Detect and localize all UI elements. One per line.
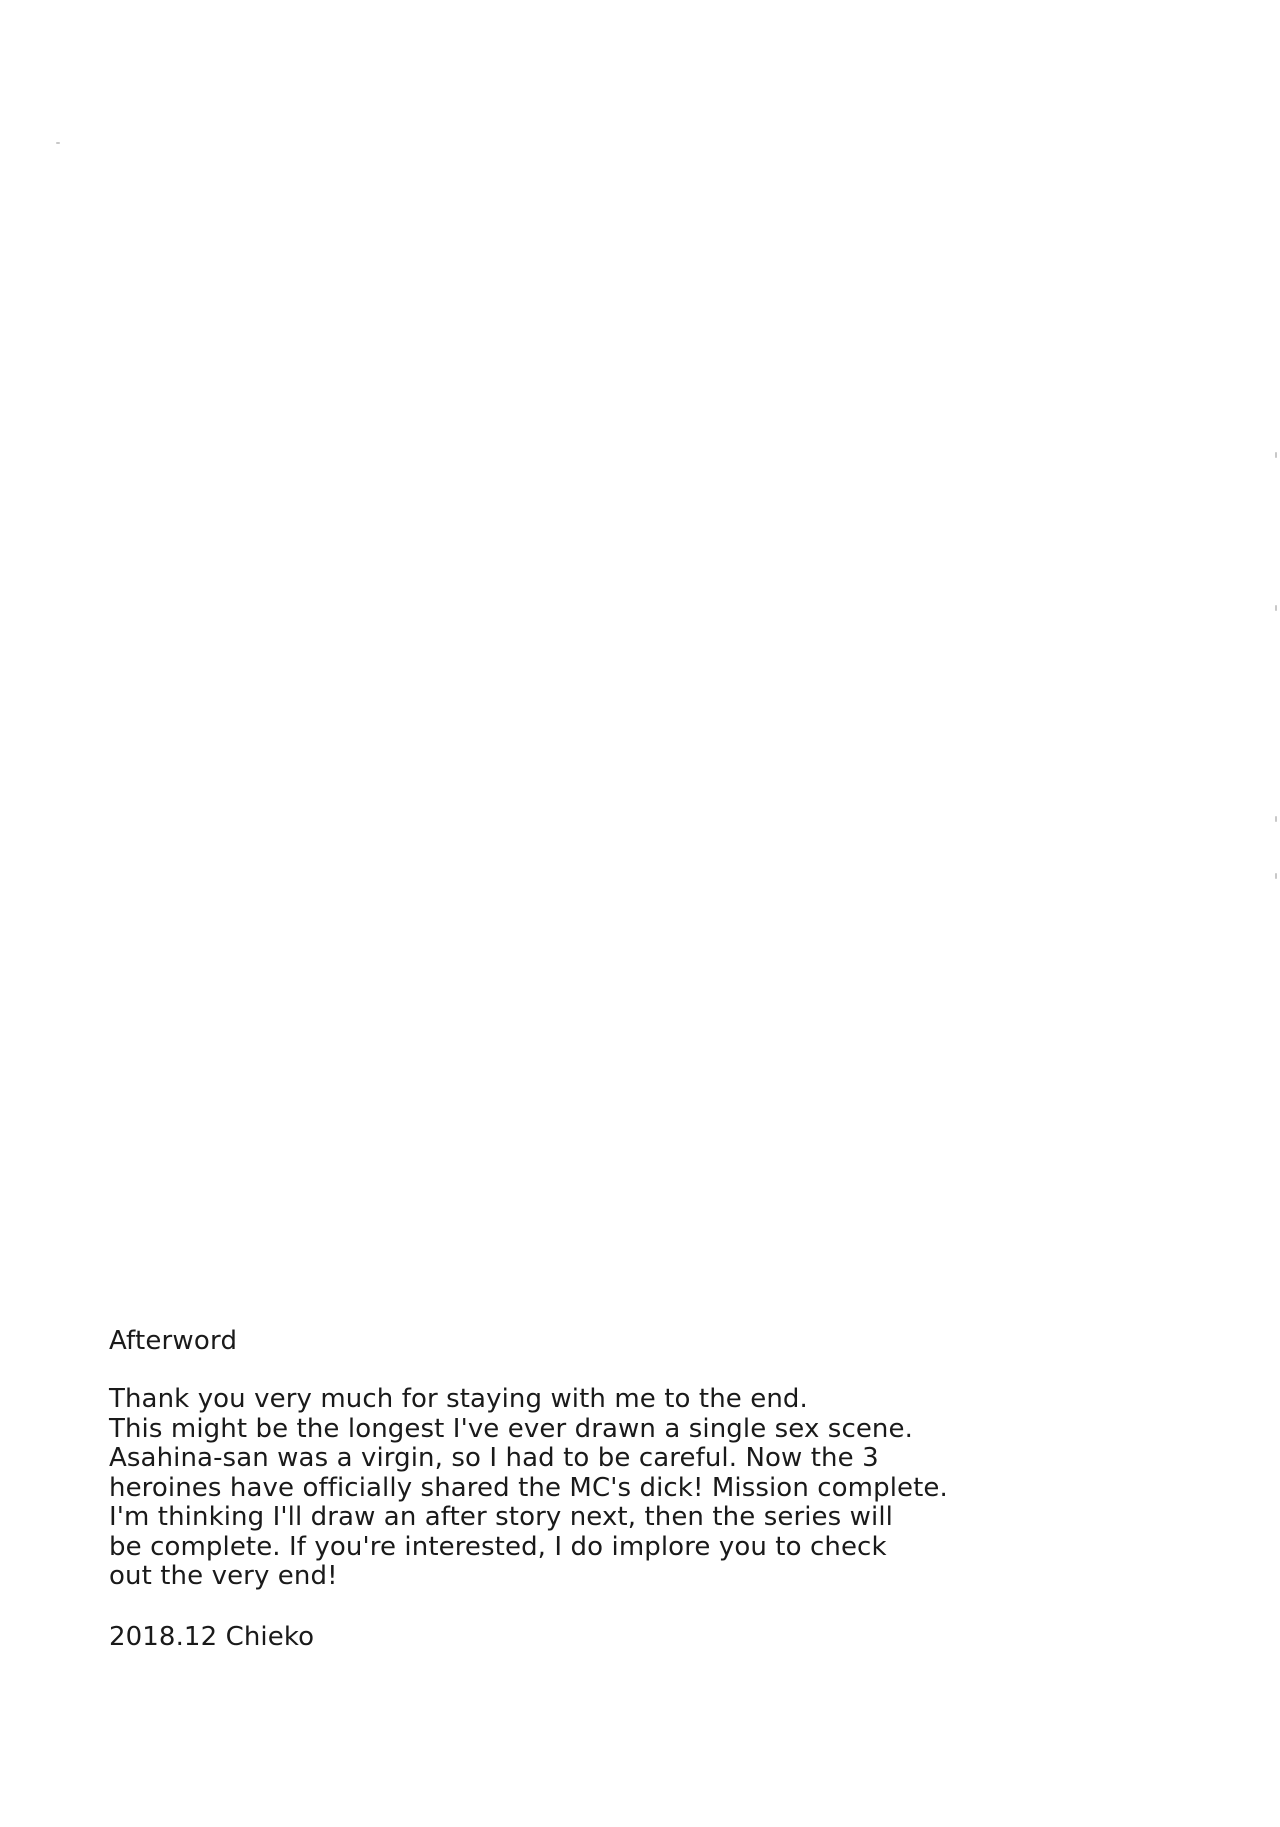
scan-artifact [56,142,60,144]
afterword-line: I'm thinking I'll draw an after story next, then the series will [109,1502,893,1532]
scan-artifact [1275,873,1277,879]
afterword-line: out the very end! [109,1561,338,1591]
afterword-line: This might be the longest I've ever drawn a single sex scene. [109,1413,913,1444]
afterword-heading: Afterword [109,1326,238,1356]
scan-artifact [1275,816,1277,822]
afterword-line: be complete. If you're interested, I do implore you to check [109,1531,887,1562]
afterword-section [109,1324,948,1654]
scan-artifact [1275,605,1277,611]
afterword-body [109,1384,948,1592]
scan-artifact [1275,452,1277,458]
afterword-line: Thank you very much for staying with me to the end. [109,1384,808,1414]
signature-date: 2018.12 Chieko [109,1621,315,1652]
afterword-line: heroines have officially shared the MC's dick! Mission complete. [109,1472,948,1503]
afterword-line: Asahina-san was a virgin, so I had to be careful. Now the 3 [109,1443,879,1473]
